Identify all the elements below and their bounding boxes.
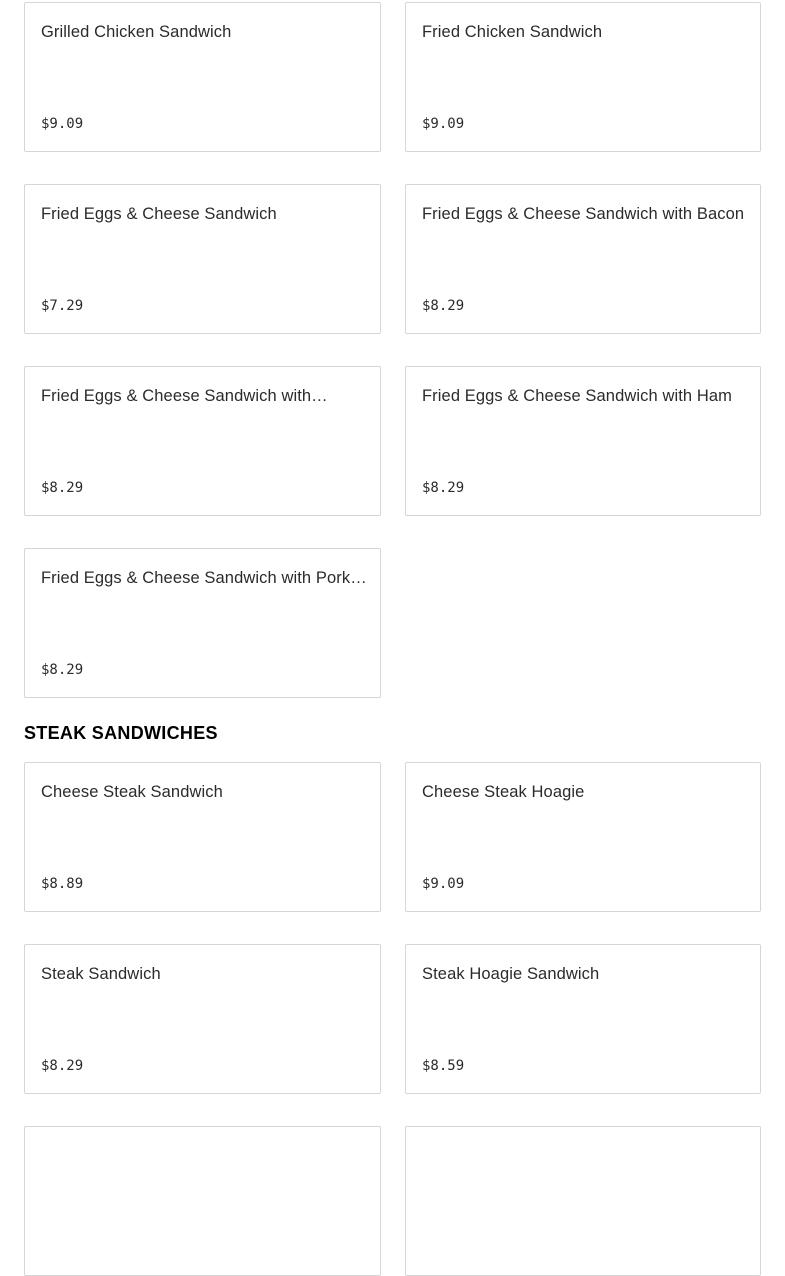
menu-item-price: $8.59 (422, 1058, 465, 1074)
menu-item-card[interactable] (405, 184, 761, 334)
menu-item-price: $8.29 (41, 1058, 84, 1074)
menu-item-price: $8.29 (41, 662, 84, 678)
menu-item-card[interactable] (24, 1126, 381, 1276)
menu-item-price: $9.09 (422, 876, 465, 892)
menu-item-card[interactable] (405, 2, 761, 152)
menu-item-card[interactable] (405, 1126, 761, 1276)
menu-item-price: $9.09 (41, 116, 84, 132)
menu-item-card[interactable] (405, 762, 761, 912)
menu-item-name: Fried Eggs & Cheese Sandwich (41, 205, 277, 223)
menu-item-name: Fried Chicken Sandwich (422, 23, 603, 41)
menu-item-price: $8.29 (422, 298, 465, 314)
section-title-steak-sandwiches: STEAK SANDWICHES (24, 723, 218, 743)
menu-item-name: Fried Eggs & Cheese Sandwich with Ham (422, 387, 733, 405)
menu-item-card[interactable] (24, 548, 381, 698)
menu-item-card[interactable] (24, 184, 381, 334)
menu-item-price: $7.29 (41, 298, 84, 314)
menu-item-price: $8.29 (41, 480, 84, 496)
menu-item-name: Grilled Chicken Sandwich (41, 23, 232, 41)
menu-item-name: Steak Sandwich (41, 965, 161, 983)
menu-item-card[interactable] (405, 944, 761, 1094)
menu-item-price: $9.09 (422, 116, 465, 132)
menu-item-card[interactable] (24, 762, 381, 912)
sandwich-menu-grid (24, 2, 761, 698)
menu-item-name: Fried Eggs & Cheese Sandwich with Pork… (41, 569, 367, 587)
menu-item-card[interactable] (24, 366, 381, 516)
menu-item-name: Fried Eggs & Cheese Sandwich with… (41, 387, 328, 405)
menu-item-name: Cheese Steak Hoagie (422, 783, 585, 801)
menu-item-price: $8.89 (41, 876, 84, 892)
menu-item-card[interactable] (24, 944, 381, 1094)
menu-item-price: $8.29 (422, 480, 465, 496)
menu-item-name: Fried Eggs & Cheese Sandwich with Bacon (422, 205, 745, 223)
steak-sandwich-menu-grid (24, 762, 761, 1276)
menu-item-card[interactable] (405, 366, 761, 516)
menu-item-card[interactable] (24, 2, 381, 152)
menu-item-name: Cheese Steak Sandwich (41, 783, 223, 801)
menu-item-name: Steak Hoagie Sandwich (422, 965, 600, 983)
